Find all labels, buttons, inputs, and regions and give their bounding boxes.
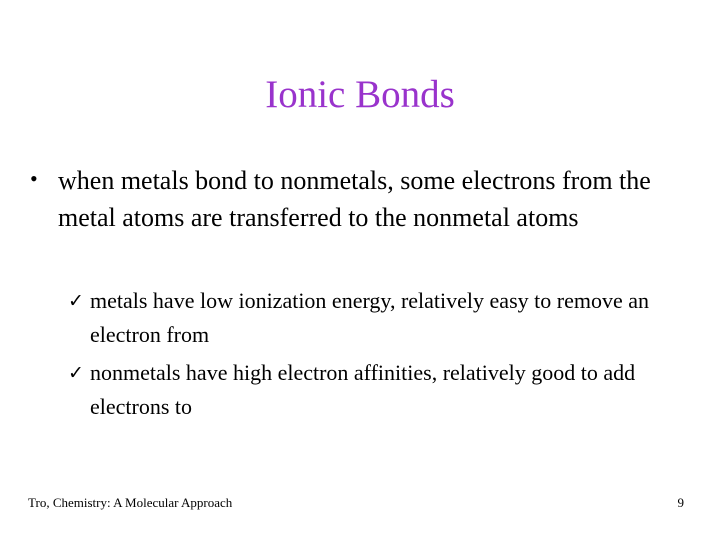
- footer-source: Tro, Chemistry: A Molecular Approach: [28, 495, 233, 510]
- check-icon: ✓: [68, 290, 84, 312]
- page-number: 9: [677, 495, 684, 510]
- check-icon: ✓: [68, 362, 84, 384]
- sub-point-list: [70, 284, 710, 428]
- sub-point-affinity: [70, 356, 710, 424]
- main-point: when metals bond to nonmetals, some electrons from the metal atoms are transferred to the nonmetal atoms: [58, 166, 651, 232]
- slide-title: Ionic Bonds: [265, 73, 455, 116]
- sub-point-ionization: [70, 284, 710, 352]
- sub-point-text: nonmetals have high electron affinities, relatively good to add electrons to: [90, 360, 636, 419]
- bullet-icon: •: [30, 166, 38, 191]
- sub-point-text: metals have low ionization energy, relatively easy to remove an electron from: [90, 288, 649, 347]
